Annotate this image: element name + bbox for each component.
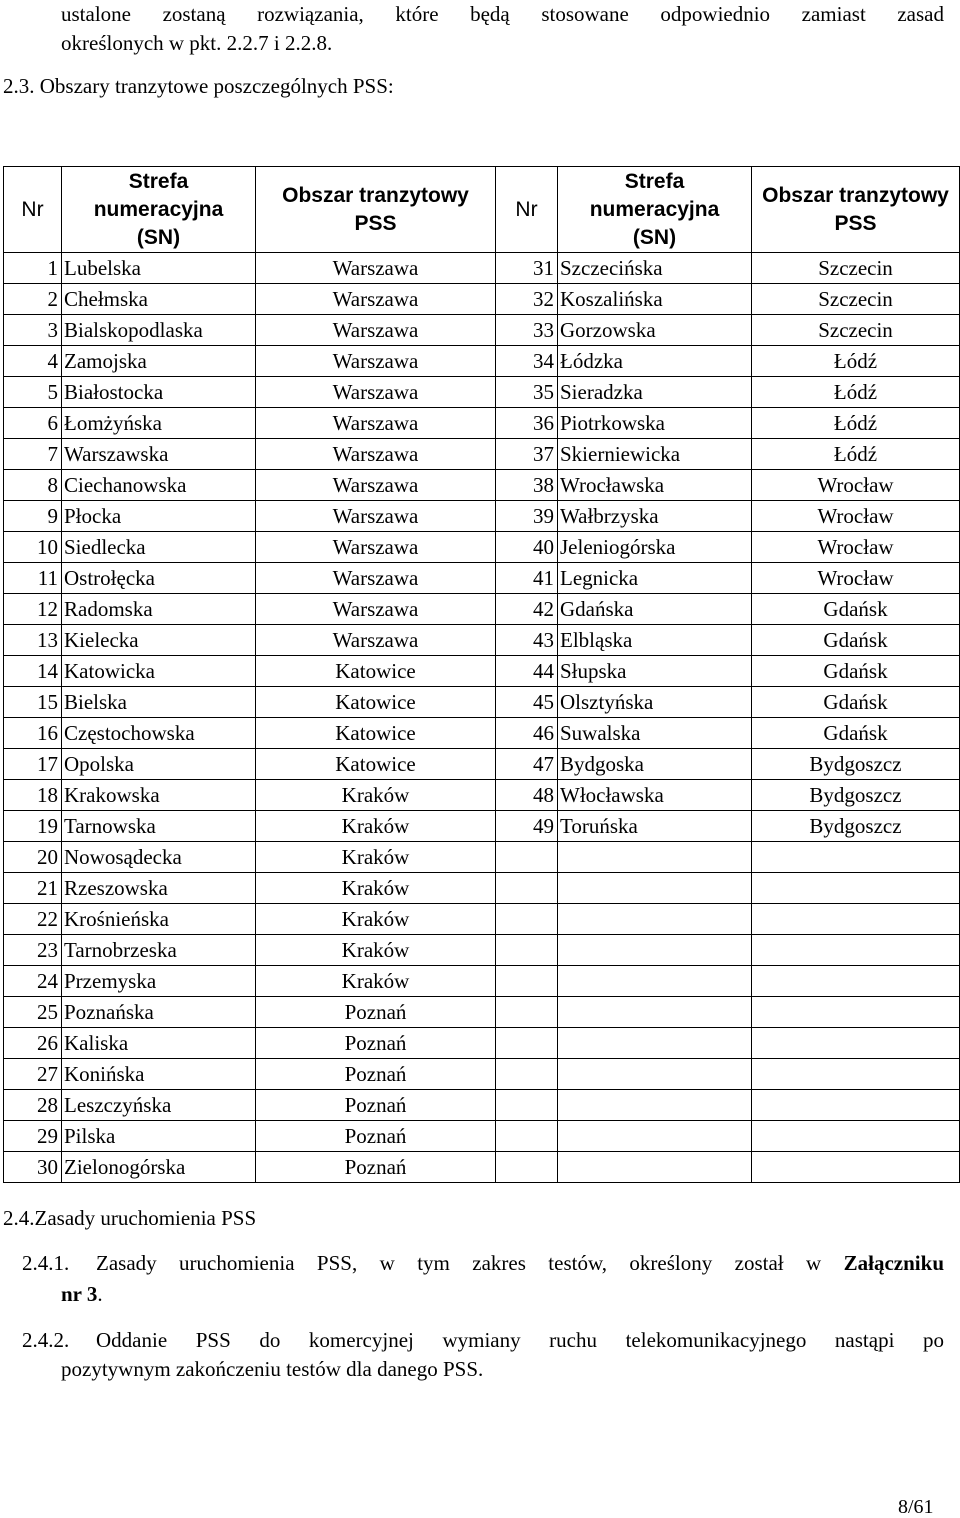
header-strefa-2-line3: (SN) (632, 225, 677, 249)
cell-obszar-2: Gdańsk (752, 656, 960, 687)
cell-nr-2 (496, 1090, 558, 1121)
cell-nr-2: 45 (496, 687, 558, 718)
cell-strefa: Bialskopodlaska (62, 315, 256, 346)
cell-nr: 9 (4, 501, 62, 532)
cell-obszar-2: Gdańsk (752, 718, 960, 749)
cell-obszar-2: Gdańsk (752, 687, 960, 718)
cell-strefa-2 (558, 935, 752, 966)
cell-obszar: Poznań (256, 1152, 496, 1183)
cell-strefa-2: Łódzka (558, 346, 752, 377)
table-row (4, 625, 960, 656)
cell-nr-2 (496, 842, 558, 873)
cell-nr-2: 32 (496, 284, 558, 315)
cell-strefa: Konińska (62, 1059, 256, 1090)
cell-nr: 11 (4, 563, 62, 594)
header-strefa-line1: Strefa (128, 169, 189, 193)
table-row (4, 1121, 960, 1152)
cell-nr-2: 33 (496, 315, 558, 346)
header-obszar (256, 167, 496, 253)
cell-nr: 1 (4, 253, 62, 284)
cell-obszar: Warszawa (256, 625, 496, 656)
cell-obszar: Warszawa (256, 470, 496, 501)
table-row (4, 749, 960, 780)
cell-strefa: Tarnobrzeska (62, 935, 256, 966)
table-row (4, 1028, 960, 1059)
cell-strefa: Kielecka (62, 625, 256, 656)
cell-strefa-2: Wałbrzyska (558, 501, 752, 532)
cell-nr: 3 (4, 315, 62, 346)
para-2-4-2-line-1: Oddanie PSS do komercyjnej wymiany ruchu telekomunikacyjnego nastąpi po (96, 1328, 944, 1352)
cell-nr-2: 49 (496, 811, 558, 842)
cell-strefa: Płocka (62, 501, 256, 532)
cell-nr: 23 (4, 935, 62, 966)
cell-obszar-2 (752, 935, 960, 966)
cell-nr-2: 47 (496, 749, 558, 780)
cell-strefa-2: Elbląska (558, 625, 752, 656)
cell-strefa: Warszawska (62, 439, 256, 470)
cell-obszar: Poznań (256, 1121, 496, 1152)
header-strefa-2-line2: numeracyjna (589, 197, 720, 221)
table-row (4, 408, 960, 439)
cell-obszar-2: Gdańsk (752, 594, 960, 625)
header-strefa-line2: numeracyjna (93, 197, 224, 221)
cell-strefa: Rzeszowska (62, 873, 256, 904)
cell-strefa: Siedlecka (62, 532, 256, 563)
cell-obszar-2 (752, 1121, 960, 1152)
cell-strefa-2: Włocławska (558, 780, 752, 811)
cell-nr-2 (496, 935, 558, 966)
cell-strefa: Łomżyńska (62, 408, 256, 439)
cell-nr: 16 (4, 718, 62, 749)
cell-nr-2: 42 (496, 594, 558, 625)
section-2-4-title: Zasady uruchomienia PSS (34, 1206, 257, 1230)
header-obszar-line1: Obszar tranzytowy (282, 183, 469, 207)
section-2-3-title: Obszary tranzytowe poszczególnych PSS: (39, 74, 394, 98)
cell-strefa-2 (558, 1090, 752, 1121)
cell-obszar-2 (752, 842, 960, 873)
cell-obszar-2 (752, 1028, 960, 1059)
header-nr: Nr (4, 167, 62, 253)
cell-nr: 19 (4, 811, 62, 842)
table-row (4, 1152, 960, 1183)
table-row (4, 563, 960, 594)
cell-nr-2: 39 (496, 501, 558, 532)
cell-obszar-2: Łódź (752, 377, 960, 408)
table-row (4, 873, 960, 904)
table-row (4, 253, 960, 284)
cell-nr: 4 (4, 346, 62, 377)
cell-strefa-2: Szczecińska (558, 253, 752, 284)
cell-strefa-2: Skierniewicka (558, 439, 752, 470)
cell-strefa-2 (558, 1121, 752, 1152)
cell-nr: 27 (4, 1059, 62, 1090)
cell-strefa-2 (558, 1059, 752, 1090)
cell-nr: 13 (4, 625, 62, 656)
cell-obszar-2: Wrocław (752, 501, 960, 532)
table-row (4, 377, 960, 408)
table-row (4, 501, 960, 532)
cell-strefa-2: Jeleniogórska (558, 532, 752, 563)
para-2-4-1-line-2-tail: . (97, 1282, 103, 1306)
intro-line-2: określonych w pkt. 2.2.7 i 2.2.8. (61, 31, 333, 55)
table-row (4, 284, 960, 315)
cell-obszar-2 (752, 904, 960, 935)
cell-strefa-2 (558, 1152, 752, 1183)
table-row (4, 966, 960, 997)
para-2-4-2-line-2: pozytywnym zakończeniu testów dla danego PSS. (61, 1357, 484, 1381)
cell-strefa-2: Piotrkowska (558, 408, 752, 439)
cell-nr: 29 (4, 1121, 62, 1152)
header-strefa (62, 167, 256, 253)
cell-strefa: Leszczyńska (62, 1090, 256, 1121)
cell-obszar: Poznań (256, 1028, 496, 1059)
cell-obszar-2: Bydgoszcz (752, 811, 960, 842)
cell-strefa-2: Wrocławska (558, 470, 752, 501)
cell-nr: 24 (4, 966, 62, 997)
cell-obszar: Kraków (256, 904, 496, 935)
cell-obszar-2: Gdańsk (752, 625, 960, 656)
cell-nr-2: 38 (496, 470, 558, 501)
cell-nr: 25 (4, 997, 62, 1028)
table-row (4, 842, 960, 873)
cell-strefa-2 (558, 997, 752, 1028)
cell-obszar: Warszawa (256, 594, 496, 625)
cell-nr-2: 43 (496, 625, 558, 656)
cell-strefa-2: Legnicka (558, 563, 752, 594)
cell-obszar: Warszawa (256, 377, 496, 408)
cell-obszar-2: Szczecin (752, 315, 960, 346)
cell-strefa: Krakowska (62, 780, 256, 811)
table-body (4, 253, 960, 1183)
table-row (4, 780, 960, 811)
table-row (4, 935, 960, 966)
table-row (4, 687, 960, 718)
cell-strefa: Ostrołęcka (62, 563, 256, 594)
table-row (4, 811, 960, 842)
table-row (4, 346, 960, 377)
cell-obszar: Katowice (256, 718, 496, 749)
header-nr-2: Nr (496, 167, 558, 253)
cell-strefa-2: Gdańska (558, 594, 752, 625)
cell-obszar: Poznań (256, 1059, 496, 1090)
section-2-3-heading (3, 72, 394, 100)
cell-strefa: Katowicka (62, 656, 256, 687)
para-2-4-1-text: Zasady uruchomienia PSS, w tym zakres testów, określony został w (96, 1251, 822, 1275)
cell-strefa: Zielonogórska (62, 1152, 256, 1183)
section-2-4-number: 2.4. (3, 1206, 35, 1230)
cell-obszar-2 (752, 873, 960, 904)
cell-nr-2: 48 (496, 780, 558, 811)
cell-nr-2 (496, 1059, 558, 1090)
para-2-4-1-line-1 (96, 1249, 944, 1277)
cell-nr: 10 (4, 532, 62, 563)
cell-obszar-2: Bydgoszcz (752, 780, 960, 811)
cell-strefa-2: Koszalińska (558, 284, 752, 315)
cell-obszar: Warszawa (256, 501, 496, 532)
cell-obszar-2: Wrocław (752, 563, 960, 594)
cell-strefa-2: Słupska (558, 656, 752, 687)
cell-obszar: Warszawa (256, 563, 496, 594)
cell-nr-2: 34 (496, 346, 558, 377)
table-row (4, 532, 960, 563)
header-obszar-2-line2: PSS (834, 211, 877, 235)
cell-obszar: Poznań (256, 1090, 496, 1121)
cell-nr-2 (496, 904, 558, 935)
cell-strefa: Bielska (62, 687, 256, 718)
cell-obszar-2: Szczecin (752, 253, 960, 284)
cell-strefa-2 (558, 1028, 752, 1059)
cell-strefa: Częstochowska (62, 718, 256, 749)
cell-nr: 12 (4, 594, 62, 625)
cell-strefa: Przemyska (62, 966, 256, 997)
cell-strefa: Chełmska (62, 284, 256, 315)
cell-strefa: Radomska (62, 594, 256, 625)
cell-nr-2: 37 (496, 439, 558, 470)
table-row (4, 439, 960, 470)
transit-area-table (3, 166, 960, 1183)
cell-strefa: Tarnowska (62, 811, 256, 842)
cell-obszar-2 (752, 1059, 960, 1090)
table-row (4, 718, 960, 749)
cell-strefa-2: Gorzowska (558, 315, 752, 346)
cell-obszar: Warszawa (256, 439, 496, 470)
cell-obszar-2 (752, 1152, 960, 1183)
cell-strefa: Poznańska (62, 997, 256, 1028)
cell-strefa: Białostocka (62, 377, 256, 408)
cell-nr: 28 (4, 1090, 62, 1121)
table-row (4, 470, 960, 501)
cell-nr-2 (496, 1028, 558, 1059)
header-strefa-2-line1: Strefa (624, 169, 685, 193)
cell-obszar: Poznań (256, 997, 496, 1028)
cell-nr: 6 (4, 408, 62, 439)
header-obszar-line2: PSS (354, 211, 397, 235)
cell-obszar-2: Bydgoszcz (752, 749, 960, 780)
cell-nr-2 (496, 966, 558, 997)
cell-strefa: Opolska (62, 749, 256, 780)
cell-nr: 14 (4, 656, 62, 687)
cell-obszar-2: Łódź (752, 346, 960, 377)
cell-obszar: Kraków (256, 811, 496, 842)
cell-obszar-2 (752, 1090, 960, 1121)
table-row (4, 1090, 960, 1121)
cell-obszar: Warszawa (256, 253, 496, 284)
cell-nr: 5 (4, 377, 62, 408)
para-2-4-1-line-2 (61, 1280, 103, 1308)
cell-strefa: Nowosądecka (62, 842, 256, 873)
cell-nr-2: 35 (496, 377, 558, 408)
header-strefa-2 (558, 167, 752, 253)
table-row (4, 1059, 960, 1090)
header-strefa-line3: (SN) (136, 225, 181, 249)
cell-obszar: Kraków (256, 842, 496, 873)
para-2-4-1-attachment-number: nr 3 (61, 1282, 98, 1306)
table-row (4, 656, 960, 687)
cell-strefa: Ciechanowska (62, 470, 256, 501)
cell-obszar: Katowice (256, 749, 496, 780)
cell-obszar: Kraków (256, 873, 496, 904)
cell-strefa-2 (558, 842, 752, 873)
cell-obszar: Warszawa (256, 315, 496, 346)
section-2-4-heading (3, 1204, 256, 1232)
cell-obszar: Warszawa (256, 532, 496, 563)
cell-obszar: Kraków (256, 780, 496, 811)
intro-line-1: ustalone zostaną rozwiązania, które będą stosowane odpowiednio zamiast zasad (61, 2, 944, 26)
cell-obszar: Warszawa (256, 284, 496, 315)
cell-nr-2: 36 (496, 408, 558, 439)
cell-nr: 15 (4, 687, 62, 718)
cell-nr-2: 44 (496, 656, 558, 687)
cell-strefa: Krośnieńska (62, 904, 256, 935)
para-2-4-1-attachment: Załączniku (843, 1251, 944, 1275)
page-number: 8/61 (898, 1496, 934, 1518)
cell-nr: 30 (4, 1152, 62, 1183)
table-header-row (4, 167, 960, 253)
cell-nr-2 (496, 997, 558, 1028)
cell-nr-2 (496, 1121, 558, 1152)
cell-obszar: Katowice (256, 656, 496, 687)
cell-strefa-2: Olsztyńska (558, 687, 752, 718)
cell-strefa: Kaliska (62, 1028, 256, 1059)
cell-strefa: Lubelska (62, 253, 256, 284)
cell-nr: 22 (4, 904, 62, 935)
cell-obszar-2: Wrocław (752, 532, 960, 563)
cell-nr-2: 40 (496, 532, 558, 563)
cell-strefa-2 (558, 966, 752, 997)
cell-nr: 20 (4, 842, 62, 873)
cell-obszar: Warszawa (256, 408, 496, 439)
table-row (4, 594, 960, 625)
cell-obszar: Warszawa (256, 346, 496, 377)
cell-obszar-2 (752, 997, 960, 1028)
cell-nr: 2 (4, 284, 62, 315)
cell-strefa: Pilska (62, 1121, 256, 1152)
cell-nr: 17 (4, 749, 62, 780)
para-2-4-2-number: 2.4.2. (22, 1328, 70, 1352)
cell-obszar-2: Łódź (752, 408, 960, 439)
header-obszar-2 (752, 167, 960, 253)
section-2-3-number: 2.3. (3, 74, 35, 98)
cell-strefa-2: Toruńska (558, 811, 752, 842)
cell-obszar: Kraków (256, 935, 496, 966)
cell-strefa: Zamojska (62, 346, 256, 377)
header-obszar-2-line1: Obszar tranzytowy (762, 183, 949, 207)
cell-nr-2: 41 (496, 563, 558, 594)
table-row (4, 315, 960, 346)
table-row (4, 997, 960, 1028)
cell-nr: 7 (4, 439, 62, 470)
cell-strefa-2: Suwalska (558, 718, 752, 749)
cell-nr-2: 46 (496, 718, 558, 749)
cell-obszar-2: Łódź (752, 439, 960, 470)
cell-nr-2 (496, 1152, 558, 1183)
cell-strefa-2 (558, 873, 752, 904)
cell-nr-2 (496, 873, 558, 904)
cell-obszar-2: Wrocław (752, 470, 960, 501)
cell-obszar-2: Szczecin (752, 284, 960, 315)
cell-obszar: Katowice (256, 687, 496, 718)
para-2-4-1-number: 2.4.1. (22, 1251, 70, 1275)
cell-nr: 8 (4, 470, 62, 501)
cell-strefa-2: Sieradzka (558, 377, 752, 408)
cell-nr-2: 31 (496, 253, 558, 284)
cell-strefa-2: Bydgoska (558, 749, 752, 780)
cell-obszar-2 (752, 966, 960, 997)
cell-nr: 26 (4, 1028, 62, 1059)
cell-strefa-2 (558, 904, 752, 935)
cell-obszar: Kraków (256, 966, 496, 997)
cell-nr: 21 (4, 873, 62, 904)
table-row (4, 904, 960, 935)
cell-nr: 18 (4, 780, 62, 811)
